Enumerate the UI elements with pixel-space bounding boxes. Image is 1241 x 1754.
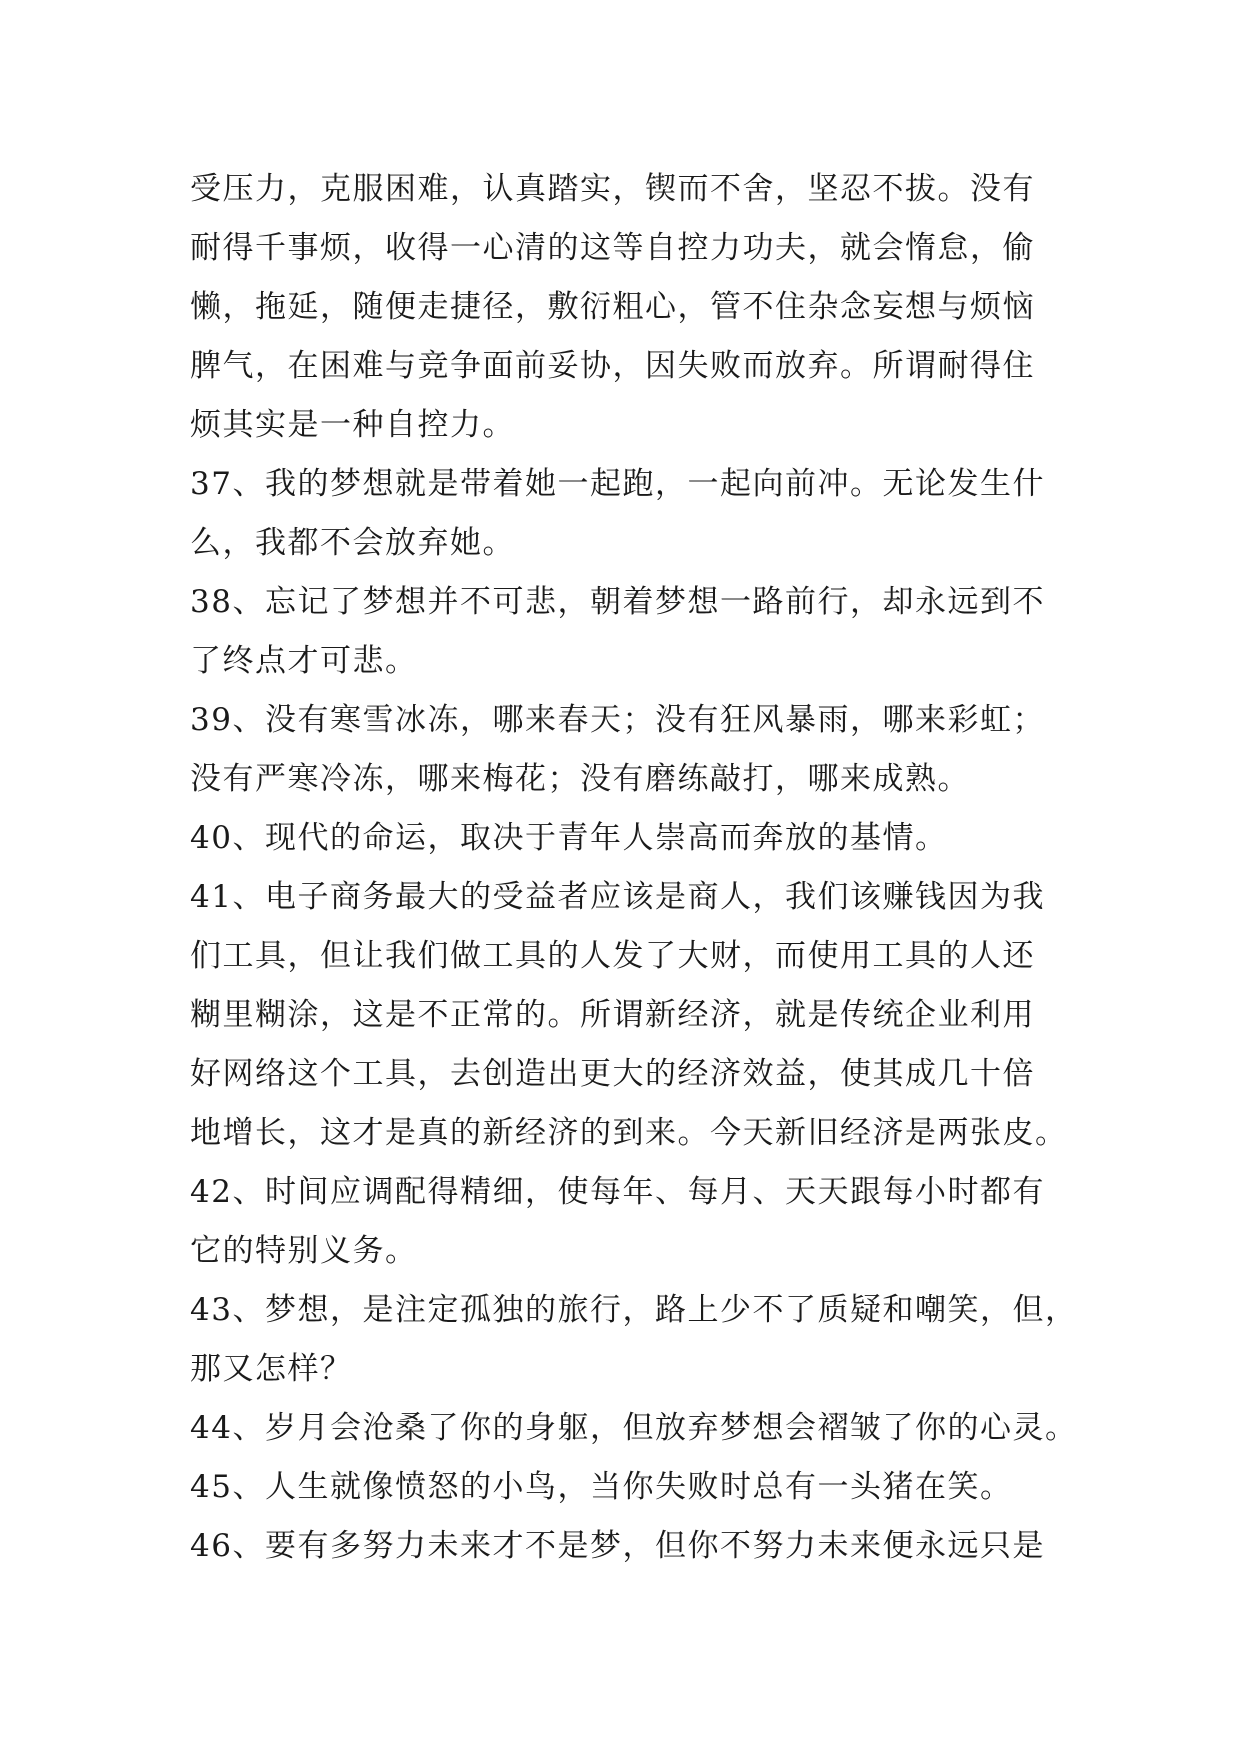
text-line: 烦其实是一种自控力。 xyxy=(190,407,515,443)
quote-39: 39、没有寒雪冰冻，哪来春天；没有狂风暴雨，哪来彩虹； xyxy=(190,702,1045,738)
text-line: 耐得千事烦，收得一心清的这等自控力功夫，就会惰怠，偷 xyxy=(190,230,1035,266)
text-line: 了终点才可悲。 xyxy=(190,643,418,679)
text-line: 它的特别义务。 xyxy=(190,1233,418,1269)
text-line: 脾气，在困难与竞争面前妥协，因失败而放弃。所谓耐得住 xyxy=(190,348,1035,384)
text-line: 那又怎样？ xyxy=(190,1351,353,1387)
text-line: 地增长，这才是真的新经济的到来。今天新旧经济是两张皮。 xyxy=(190,1115,1068,1151)
quote-44: 44、岁月会沧桑了你的身躯，但放弃梦想会褶皱了你的心灵。 xyxy=(190,1410,1078,1446)
quote-46: 46、要有多努力未来才不是梦，但你不努力未来便永远只是 xyxy=(190,1528,1045,1564)
text-line: 好网络这个工具，去创造出更大的经济效益，使其成几十倍 xyxy=(190,1056,1035,1092)
text-line: 么，我都不会放弃她。 xyxy=(190,525,515,561)
body-text xyxy=(190,160,1078,1576)
text-line: 没有严寒冷冻，哪来梅花；没有磨练敲打，哪来成熟。 xyxy=(190,761,970,797)
text-line: 们工具，但让我们做工具的人发了大财，而使用工具的人还 xyxy=(190,938,1035,974)
text-line: 懒，拖延，随便走捷径，敷衍粗心，管不住杂念妄想与烦恼 xyxy=(190,289,1035,325)
quote-43: 43、梦想，是注定孤独的旅行，路上少不了质疑和嘲笑，但， xyxy=(190,1292,1078,1328)
text-line: 受压力，克服困难，认真踏实，锲而不舍，坚忍不拔。没有 xyxy=(190,171,1035,207)
quote-42: 42、时间应调配得精细，使每年、每月、天天跟每小时都有 xyxy=(190,1174,1045,1210)
quote-41: 41、电子商务最大的受益者应该是商人，我们该赚钱因为我 xyxy=(190,879,1045,915)
quote-37: 37、我的梦想就是带着她一起跑，一起向前冲。无论发生什 xyxy=(190,466,1045,502)
quote-38: 38、忘记了梦想并不可悲，朝着梦想一路前行，却永远到不 xyxy=(190,584,1045,620)
quote-45: 45、人生就像愤怒的小鸟，当你失败时总有一头猪在笑。 xyxy=(190,1469,1013,1505)
text-line: 糊里糊涂，这是不正常的。所谓新经济，就是传统企业利用 xyxy=(190,997,1035,1033)
quote-40: 40、现代的命运，取决于青年人崇高而奔放的基情。 xyxy=(190,820,948,856)
